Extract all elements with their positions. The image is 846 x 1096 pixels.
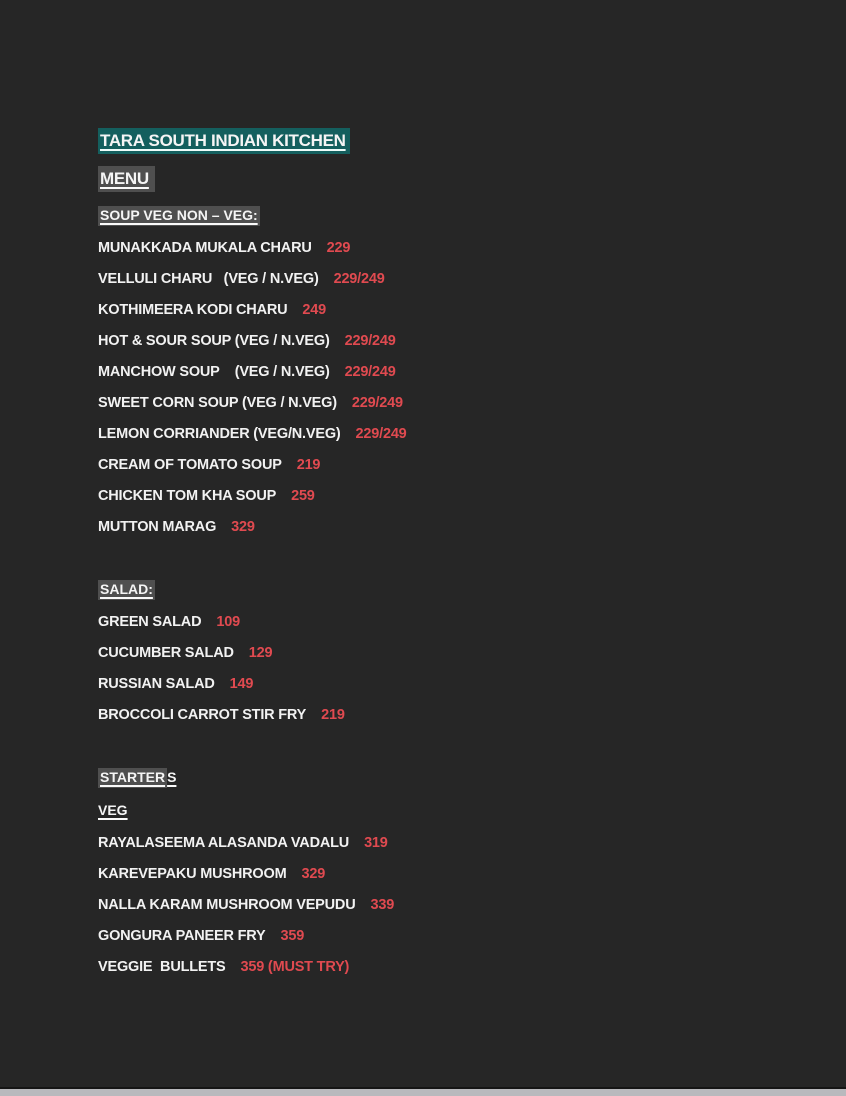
menu-item-price: 329 — [301, 866, 326, 882]
menu-item-price: 219 — [296, 457, 321, 473]
document-content — [98, 128, 806, 983]
menu-item-name: RUSSIAN SALAD — [98, 676, 215, 692]
menu-item-row — [98, 952, 806, 983]
menu-item-row — [98, 700, 806, 731]
menu-item-price: 129 — [248, 645, 273, 661]
menu-item-name: RAYALASEEMA ALASANDA VADALU — [98, 835, 350, 851]
menu-item-row — [98, 388, 806, 419]
page-title — [98, 128, 806, 154]
menu-item-price: 229/249 — [351, 395, 403, 411]
menu-item-list — [98, 607, 806, 731]
menu-item-name: LEMON CORRIANDER (VEG/N.VEG) — [98, 426, 341, 442]
menu-section — [98, 768, 806, 983]
menu-item-name: GONGURA PANEER FRY — [98, 928, 266, 944]
menu-item-row — [98, 828, 806, 859]
menu-item-name: CHICKEN TOM KHA SOUP — [98, 488, 277, 504]
page-bottom-edge — [0, 1087, 846, 1096]
menu-item-row — [98, 419, 806, 450]
menu-item-price: 229/249 — [333, 271, 385, 287]
menu-item-price: 219 — [321, 707, 345, 723]
menu-item-price: 229/249 — [344, 364, 396, 380]
menu-item-name: MUTTON MARAG — [98, 519, 217, 535]
menu-item-row — [98, 921, 806, 952]
menu-item-price: 359 (MUST TRY) — [240, 959, 350, 975]
menu-heading — [98, 166, 806, 192]
menu-item-name: GREEN SALAD — [98, 614, 202, 630]
menu-item-row — [98, 326, 806, 357]
menu-item-row — [98, 233, 806, 264]
menu-item-price: 149 — [229, 676, 254, 692]
section-heading-highlighted-text: SALAD: — [98, 580, 155, 600]
section-heading-highlighted-text: STARTER — [98, 768, 167, 788]
menu-item-name: VEGGIE BULLETS — [98, 959, 226, 975]
menu-item-name: KAREVEPAKU MUSHROOM — [98, 866, 287, 882]
menu-item-row — [98, 295, 806, 326]
menu-item-price: 229 — [326, 240, 351, 256]
menu-item-row — [98, 607, 806, 638]
menu-item-name: BROCCOLI CARROT STIR FRY — [98, 707, 307, 723]
menu-item-row — [98, 450, 806, 481]
menu-item-list — [98, 828, 806, 983]
menu-item-name: CUCUMBER SALAD — [98, 645, 234, 661]
menu-item-price: 109 — [216, 614, 240, 630]
menu-item-list — [98, 233, 806, 543]
menu-sections — [98, 206, 806, 983]
menu-item-row — [98, 264, 806, 295]
menu-item-row — [98, 859, 806, 890]
menu-item-row — [98, 669, 806, 700]
section-heading — [98, 768, 806, 788]
menu-item-row — [98, 357, 806, 388]
section-heading — [98, 580, 806, 600]
menu-section — [98, 206, 806, 543]
menu-item-price: 229/249 — [344, 333, 396, 349]
menu-section — [98, 580, 806, 731]
section-heading-plain-text: S — [167, 769, 177, 785]
section-heading-highlighted-text: SOUP VEG NON – VEG: — [98, 206, 260, 226]
menu-item-price: 329 — [231, 519, 255, 535]
menu-item-name: HOT & SOUR SOUP (VEG / N.VEG) — [98, 333, 330, 349]
menu-item-price: 339 — [370, 897, 395, 913]
menu-item-name: NALLA KARAM MUSHROOM VEPUDU — [98, 897, 356, 913]
section-heading — [98, 206, 806, 226]
menu-heading-text: MENU — [98, 166, 155, 192]
menu-item-row — [98, 638, 806, 669]
menu-item-price: 319 — [364, 835, 388, 851]
menu-item-price: 259 — [291, 488, 315, 504]
menu-item-name: SWEET CORN SOUP (VEG / N.VEG) — [98, 395, 337, 411]
menu-item-name: VELLULI CHARU (VEG / N.VEG) — [98, 271, 319, 287]
menu-item-price: 359 — [280, 928, 305, 944]
menu-item-row — [98, 890, 806, 921]
menu-item-name: CREAM OF TOMATO SOUP — [98, 457, 282, 473]
section-subheading: VEG — [98, 802, 128, 818]
menu-item-row — [98, 481, 806, 512]
menu-item-name: MUNAKKADA MUKALA CHARU — [98, 240, 312, 256]
page-title-text: TARA SOUTH INDIAN KITCHEN — [98, 128, 350, 154]
menu-item-name: KOTHIMEERA KODI CHARU — [98, 302, 288, 318]
menu-item-row — [98, 512, 806, 543]
menu-item-price: 229/249 — [355, 426, 407, 442]
menu-item-name: MANCHOW SOUP (VEG / N.VEG) — [98, 364, 330, 380]
menu-item-price: 249 — [302, 302, 326, 318]
